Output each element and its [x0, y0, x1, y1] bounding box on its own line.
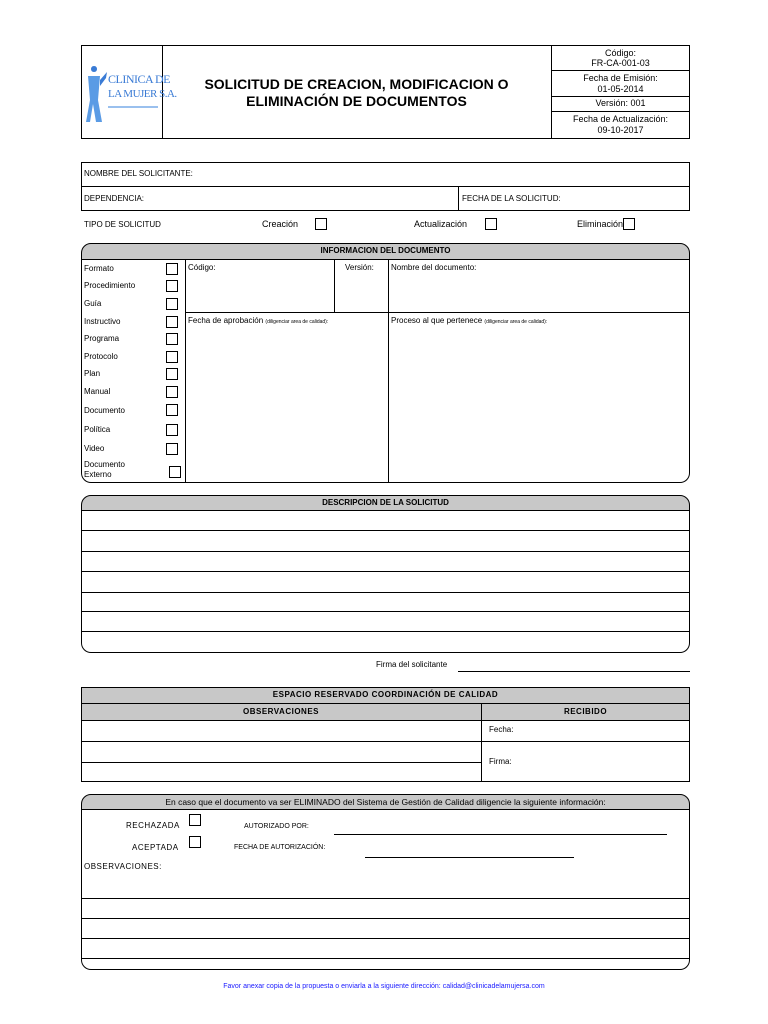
nombre-documento-label: Nombre del documento:	[391, 263, 477, 272]
doc-type-procedimiento: Procedimiento	[84, 281, 136, 290]
logo-text-line2: LA MUJER S.A.	[108, 88, 177, 100]
formato-checkbox[interactable]	[166, 263, 178, 275]
doc-type-protocolo: Protocolo	[84, 352, 118, 361]
doc-type-programa: Programa	[84, 334, 120, 343]
footer-note: Favor anexar copia de la propuesta o enviarla a la siguiente dirección: calidad@clinicadelamujersa.com	[223, 983, 545, 990]
observaciones-col-header: OBSERVACIONES	[243, 707, 319, 716]
tipo-solicitud-label: TIPO DE SOLICITUD	[84, 220, 161, 229]
fecha-solicitud-label: FECHA DE LA SOLICITUD:	[462, 194, 561, 203]
doc-type-manual: Manual	[84, 387, 111, 396]
proceso-label: Proceso al que pertenece (diligenciar area de calidad):	[391, 316, 548, 325]
documento-checkbox[interactable]	[166, 404, 178, 416]
codigo-field-label: Código:	[188, 263, 216, 272]
programa-checkbox[interactable]	[166, 333, 178, 345]
dependencia-label: DEPENDENCIA:	[84, 194, 145, 203]
descripcion-field[interactable]	[82, 511, 689, 651]
actualizacion-checkbox[interactable]	[485, 218, 497, 230]
aceptada-checkbox[interactable]	[189, 836, 201, 848]
recibido-firma-field[interactable]	[520, 743, 688, 781]
doc-type-externo-line1: Documento	[84, 460, 125, 469]
nombre-solicitante-field[interactable]	[200, 164, 688, 184]
doc-type-formato: Formato	[84, 264, 114, 273]
recibido-firma-label: Firma:	[489, 757, 512, 766]
doc-type-politica: Política	[84, 425, 111, 434]
eliminado-observaciones-field[interactable]	[82, 874, 689, 968]
codigo-label: Código:	[604, 48, 637, 58]
calidad-observaciones-field[interactable]	[82, 721, 480, 781]
firma-solicitante-label: Firma del solicitante	[376, 660, 448, 669]
nombre-documento-field[interactable]	[390, 273, 688, 311]
actualizacion-label: Actualización	[414, 219, 468, 229]
codigo-field[interactable]	[187, 273, 333, 311]
protocolo-checkbox[interactable]	[166, 351, 178, 363]
fecha-autorizacion-label: FECHA DE AUTORIZACIÓN:	[234, 844, 326, 851]
form-title-line1: SOLICITUD DE CREACION, MODIFICACION O	[204, 76, 509, 92]
firma-solicitante-line[interactable]	[458, 671, 690, 672]
guia-checkbox[interactable]	[166, 298, 178, 310]
nombre-solicitante-label: NOMBRE DEL SOLICITANTE:	[84, 169, 193, 178]
creacion-label: Creación	[262, 219, 299, 229]
logo-figure-icon	[84, 60, 108, 130]
instructivo-checkbox[interactable]	[166, 316, 178, 328]
video-checkbox[interactable]	[166, 443, 178, 455]
form-title-line2: ELIMINACIÓN DE DOCUMENTOS	[246, 93, 467, 109]
aceptada-label: ACEPTADA	[132, 843, 179, 852]
autorizado-por-line[interactable]	[334, 834, 667, 835]
fecha-solicitud-field[interactable]	[566, 188, 688, 209]
recibido-col-header: RECIBIDO	[563, 707, 608, 716]
recibido-fecha-field[interactable]	[520, 721, 688, 740]
autorizado-por-label: AUTORIZADO POR:	[244, 823, 309, 830]
info-header-text: INFORMACION DEL DOCUMENTO	[320, 246, 451, 255]
doc-type-guia: Guía	[84, 299, 102, 308]
codigo-value: FR-CA-001-03	[591, 58, 650, 68]
procedimiento-checkbox[interactable]	[166, 280, 178, 292]
doc-type-video: Video	[84, 444, 105, 453]
rechazada-checkbox[interactable]	[189, 814, 201, 826]
descripcion-header-text: DESCRIPCION DE LA SOLICITUD	[322, 498, 449, 507]
manual-checkbox[interactable]	[166, 386, 178, 398]
politica-checkbox[interactable]	[166, 424, 178, 436]
eliminado-observaciones-label: OBSERVACIONES:	[84, 862, 162, 871]
eliminado-header-text: En caso que el documento va ser ELIMINADO del Sistema de Gestión de Calidad diligencie la siguiente información:	[165, 797, 606, 807]
doc-type-instructivo: Instructivo	[84, 317, 121, 326]
plan-checkbox[interactable]	[166, 368, 178, 380]
recibido-fecha-label: Fecha:	[489, 725, 514, 734]
fecha-autorizacion-line[interactable]	[365, 857, 574, 858]
eliminacion-label: Eliminación	[577, 219, 624, 229]
creacion-checkbox[interactable]	[315, 218, 327, 230]
emision-value: 01-05-2014	[597, 84, 644, 94]
fecha-aprobacion-label: Fecha de aprobación (diligenciar area de calidad):	[188, 316, 329, 325]
logo-text-line1: CLINICA DE	[108, 72, 170, 86]
emision-label: Fecha de Emisión:	[583, 73, 658, 83]
dependencia-field[interactable]	[150, 188, 456, 209]
doc-type-documento: Documento	[84, 406, 125, 415]
actualizacion-label: Fecha de Actualización:	[572, 114, 669, 124]
doc-type-plan: Plan	[84, 369, 101, 378]
version-text: Versión: 001	[595, 98, 646, 108]
logo	[84, 60, 177, 130]
rechazada-label: RECHAZADA	[126, 821, 180, 830]
calidad-header-text: ESPACIO RESERVADO COORDINACIÓN DE CALIDAD	[272, 690, 499, 699]
eliminacion-checkbox[interactable]	[623, 218, 635, 230]
actualizacion-value: 09-10-2017	[597, 125, 644, 135]
externo-checkbox[interactable]	[169, 466, 181, 478]
version-field[interactable]	[336, 273, 387, 311]
doc-type-externo-line2: Externo	[84, 470, 112, 479]
version-field-label: Versión:	[345, 263, 374, 272]
fecha-aprobacion-field[interactable]	[187, 327, 387, 481]
proceso-field[interactable]	[390, 327, 688, 481]
